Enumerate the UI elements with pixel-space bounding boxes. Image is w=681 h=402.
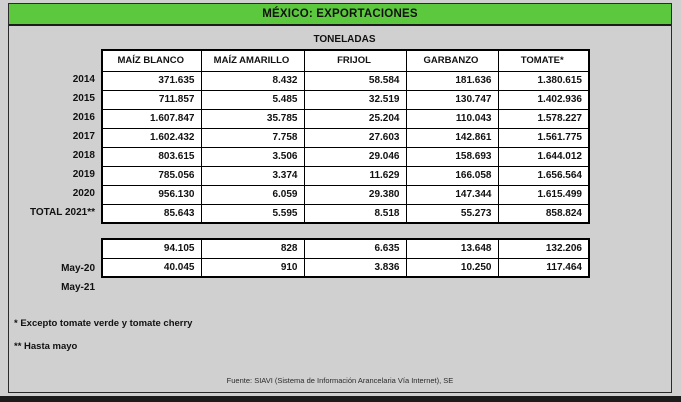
row-label: 2014: [72, 74, 95, 85]
cell: 147.344: [406, 185, 498, 204]
cell: 8.518: [304, 204, 406, 223]
cell: 371.635: [102, 71, 201, 90]
cell: 58.584: [304, 71, 406, 90]
table-row: [102, 166, 589, 185]
cell: 7.758: [201, 128, 304, 147]
table-row: [102, 185, 589, 204]
column-header-garbanzo: GARBANZO: [406, 50, 498, 71]
cell: 1.561.775: [498, 128, 589, 147]
row-label: 2016: [72, 112, 95, 123]
cell: 956.130: [102, 185, 201, 204]
cell: 29.046: [304, 147, 406, 166]
cell: 132.206: [498, 239, 589, 258]
cell: 181.636: [406, 71, 498, 90]
row-label: 2019: [72, 169, 95, 180]
table-row: [102, 128, 589, 147]
title-banner: [9, 4, 671, 26]
table-row: [102, 147, 589, 166]
cell: 10.250: [406, 258, 498, 277]
cell: 32.519: [304, 90, 406, 109]
cell: 3.506: [201, 147, 304, 166]
cell: 166.058: [406, 166, 498, 185]
column-header-maiz-blanco: MAÍZ BLANCO: [102, 50, 201, 71]
monthly-exports-table: [101, 238, 590, 278]
cell: 910: [201, 258, 304, 277]
cell: 35.785: [201, 109, 304, 128]
cell: 1.578.227: [498, 109, 589, 128]
column-header-maiz-amarillo: MAÍZ AMARILLO: [201, 50, 304, 71]
row-label: May-21: [61, 282, 95, 293]
cell: 1.656.564: [498, 166, 589, 185]
footnotes: [14, 318, 192, 364]
cell: 785.056: [102, 166, 201, 185]
column-header-tomate: TOMATE*: [498, 50, 589, 71]
cell: 25.204: [304, 109, 406, 128]
cell: 1.615.499: [498, 185, 589, 204]
cell: 6.635: [304, 239, 406, 258]
cell: 1.380.615: [498, 71, 589, 90]
cell: 40.045: [102, 258, 201, 277]
cell: 858.824: [498, 204, 589, 223]
table-row-total: [102, 204, 589, 223]
cell: 117.464: [498, 258, 589, 277]
table-row: [102, 71, 589, 90]
cell: 142.861: [406, 128, 498, 147]
monthly-row-labels: [0, 259, 95, 297]
cell: 27.603: [304, 128, 406, 147]
footnote-tomate: * Excepto tomate verde y tomate cherry: [14, 318, 193, 329]
cell: 110.043: [406, 109, 498, 128]
table-row: [102, 90, 589, 109]
cell: 3.374: [201, 166, 304, 185]
bottom-strip: [0, 396, 681, 402]
cell: 3.836: [304, 258, 406, 277]
cell: 1.607.847: [102, 109, 201, 128]
cell: 158.693: [406, 147, 498, 166]
cell: 55.273: [406, 204, 498, 223]
cell: 130.747: [406, 90, 498, 109]
row-label: 2015: [72, 93, 95, 104]
cell: 1.402.936: [498, 90, 589, 109]
cell: 85.643: [102, 204, 201, 223]
annual-exports-table: [101, 49, 590, 224]
row-label: May-20: [61, 263, 95, 274]
cell: 13.648: [406, 239, 498, 258]
row-label: 2020: [72, 188, 95, 199]
row-label: 2018: [72, 150, 95, 161]
column-header-frijol: FRIJOL: [304, 50, 406, 71]
cell: 6.059: [201, 185, 304, 204]
source-line: Fuente: SIAVI (Sistema de Información Arancelaria Vía Internet), SE: [226, 376, 454, 385]
cell: 29.380: [304, 185, 406, 204]
cell: 803.615: [102, 147, 201, 166]
cell: 1.644.012: [498, 147, 589, 166]
footnote-hasta-mayo: ** Hasta mayo: [14, 341, 78, 352]
cell: 828: [201, 239, 304, 258]
table-row: [102, 258, 589, 277]
row-label: TOTAL 2021**: [29, 207, 95, 218]
table-row: [102, 239, 589, 258]
cell: 5.485: [201, 90, 304, 109]
cell: 11.629: [304, 166, 406, 185]
row-label: 2017: [72, 131, 95, 142]
table-row: [102, 109, 589, 128]
page-title: MÉXICO: EXPORTACIONES: [262, 8, 418, 20]
units-label: TONELADAS: [313, 34, 376, 45]
cell: 711.857: [102, 90, 201, 109]
cell: 5.595: [201, 204, 304, 223]
year-row-labels: [0, 70, 95, 222]
cell: 1.602.432: [102, 128, 201, 147]
cell: 8.432: [201, 71, 304, 90]
table-header-row: [102, 50, 589, 71]
cell: 94.105: [102, 239, 201, 258]
